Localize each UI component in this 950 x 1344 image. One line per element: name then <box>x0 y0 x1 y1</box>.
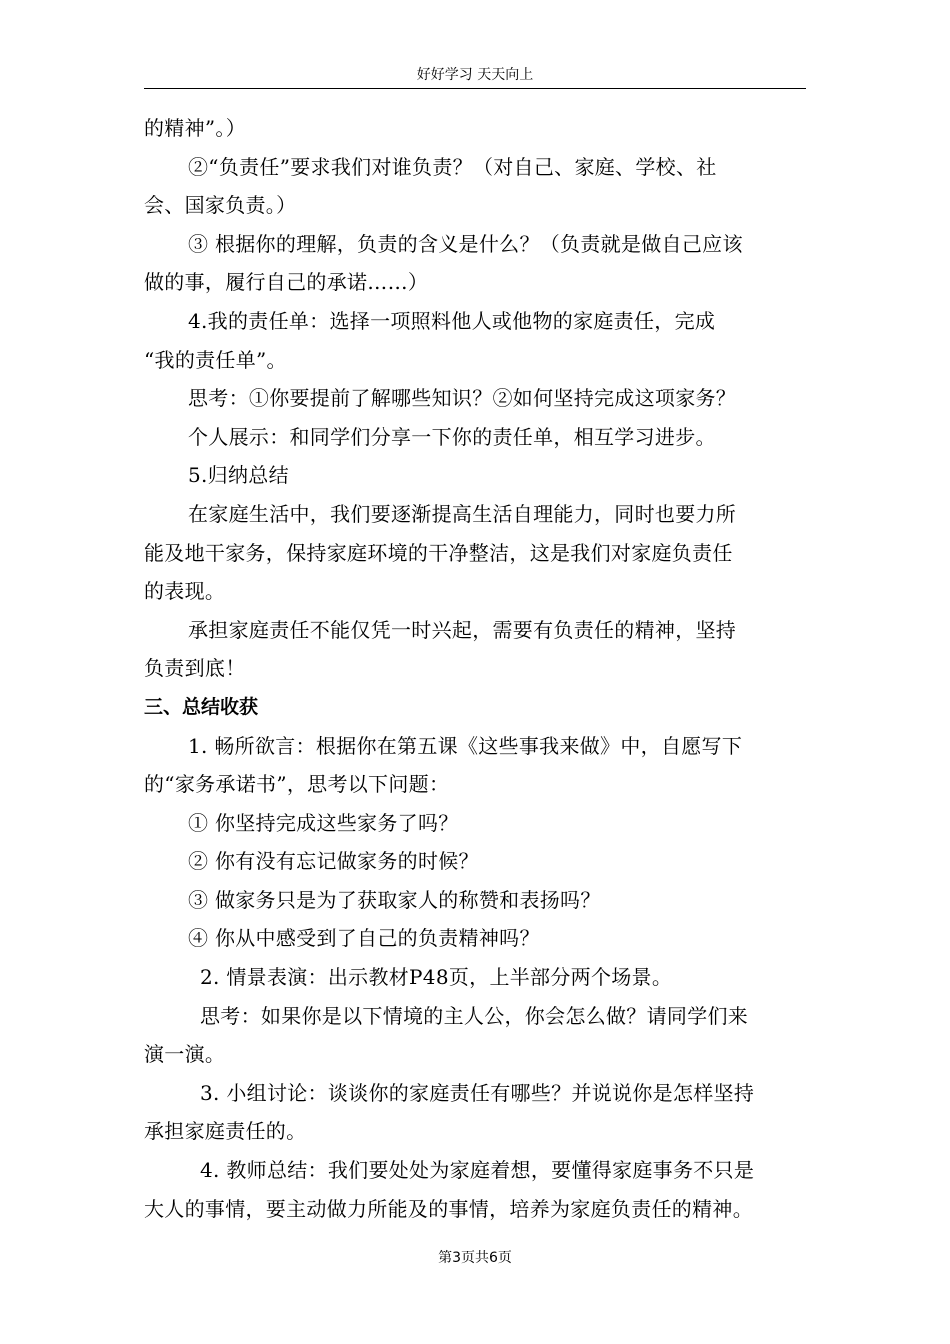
list-item: ④ 你从中感受到了自己的负责精神吗？ <box>188 926 540 951</box>
list-item: ① 你坚持完成这些家务了吗？ <box>188 810 459 835</box>
paragraph-line: 做的事，履行自己的承诺……） <box>144 270 429 295</box>
paragraph-line: 3. 小组讨论：谈谈你的家庭责任有哪些？并说说你是怎样坚持 <box>200 1080 755 1105</box>
paragraph-line: 4. 教师总结：我们要处处为家庭着想，要懂得家庭事务不只是 <box>200 1158 755 1183</box>
paragraph-line: 承担家庭责任不能仅凭一时兴起，需要有负责任的精神，坚持 <box>188 617 737 642</box>
paragraph-line: 2. 情景表演：出示教材P48页，上半部分两个场景。 <box>200 965 673 990</box>
section-heading: 三、总结收获 <box>144 695 259 718</box>
list-item: ③ 做家务只是为了获取家人的称赞和表扬吗？ <box>188 887 601 912</box>
paragraph-line: 的表现。 <box>144 579 226 604</box>
paragraph-line: 的“家务承诺书”，思考以下问题： <box>144 772 450 797</box>
paragraph-line: “我的责任单”。 <box>144 347 287 372</box>
paragraph-line: 个人展示：和同学们分享一下你的责任单，相互学习进步。 <box>188 424 716 449</box>
paragraph-line: 4.我的责任单：选择一项照料他人或他物的家庭责任，完成 <box>188 308 716 333</box>
paragraph-line: 1. 畅所欲言：根据你在第五课《这些事我来做》中，自愿写下 <box>188 733 743 758</box>
paragraph-line: 在家庭生活中，我们要逐渐提高生活自理能力，同时也要力所 <box>188 501 737 526</box>
document-body <box>144 109 806 1228</box>
paragraph-line: 会、国家负责。） <box>144 193 297 218</box>
page-footer: 第3页共6页 <box>438 1250 512 1266</box>
paragraph-line: 负责到底！ <box>144 656 246 681</box>
header-divider <box>144 88 806 89</box>
page-header: 好好学习 天天向上 <box>416 67 534 83</box>
paragraph-line: ③ 根据你的理解，负责的含义是什么？（负责就是做自己应该 <box>188 231 743 256</box>
paragraph-line: 思考：如果你是以下情境的主人公，你会怎么做？请同学们来 <box>200 1003 749 1028</box>
paragraph-line: 思考：①你要提前了解哪些知识？②如何坚持完成这项家务？ <box>188 386 737 411</box>
paragraph-line: 5.归纳总结 <box>188 463 289 488</box>
list-item: ② 你有没有忘记做家务的时候？ <box>188 849 479 874</box>
paragraph-line: 的精神”。） <box>144 116 247 140</box>
paragraph-line: 能及地干家务，保持家庭环境的干净整洁，这是我们对家庭负责任 <box>144 540 733 565</box>
paragraph-line: ②“负责任”要求我们对谁负责？（对自己、家庭、学校、社 <box>188 154 717 179</box>
paragraph-line: 承担家庭责任的。 <box>144 1119 307 1144</box>
paragraph-line: 大人的事情，要主动做力所能及的事情，培养为家庭负责任的精神。 <box>144 1196 753 1221</box>
paragraph-line: 演一演。 <box>144 1042 226 1067</box>
